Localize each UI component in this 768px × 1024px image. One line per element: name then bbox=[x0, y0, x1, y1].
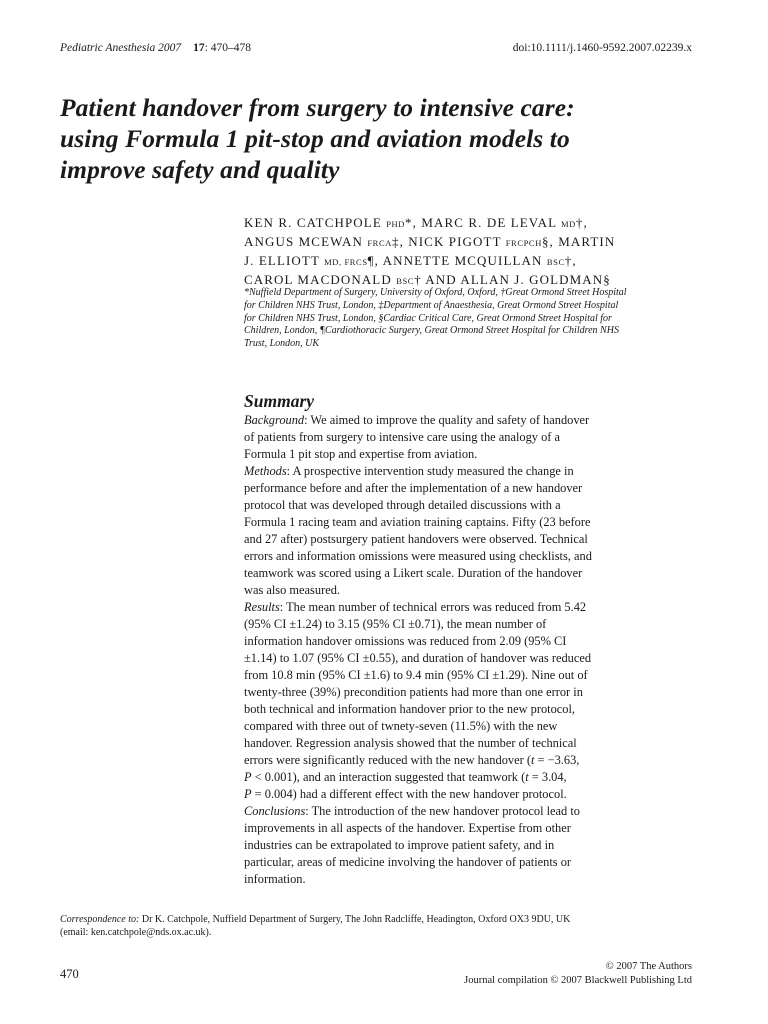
copyright-notice bbox=[464, 960, 692, 987]
summary-text: : The introduction of the new handover protocol lead to bbox=[305, 804, 580, 818]
background-label: Background bbox=[244, 413, 305, 427]
author-name: KEN R. CATCHPOLE bbox=[244, 215, 387, 230]
summary-line: Formula 1 pit stop and expertise from aviation. bbox=[244, 447, 478, 461]
author-degree: BSC bbox=[396, 276, 415, 286]
doi[interactable]: doi:10.1111/j.1460-9592.2007.02239.x bbox=[512, 42, 692, 54]
author-name: ‡, NICK PIGOTT bbox=[391, 234, 506, 249]
summary-line: from 10.8 min (95% CI ±1.6) to 9.4 min (95% CI ±1.29). Nine out of bbox=[244, 668, 588, 682]
summary-line: industries can be extrapolated to improve patient safety, and in bbox=[244, 838, 555, 852]
summary-line: information. bbox=[244, 872, 306, 886]
summary-line: of patients from surgery to intensive care using the analogy of a bbox=[244, 430, 560, 444]
correspondence-address: Dr K. Catchpole, Nuffield Department of Surgery, The John Radcliffe, Headington, Oxford OX3 9DU, UK bbox=[139, 914, 571, 925]
summary-line: performance before and after the implementation of a new handover bbox=[244, 481, 583, 495]
author-name: ¶, ANNETTE MCQUILLAN bbox=[367, 253, 547, 268]
title-line: Patient handover from surgery to intensive care: bbox=[60, 93, 575, 122]
summary-line: information handover omissions was reduced from 2.09 (95% CI bbox=[244, 634, 567, 648]
affiliations bbox=[244, 287, 684, 351]
summary-line bbox=[244, 463, 664, 480]
journal-pages: : 470–478 bbox=[204, 42, 251, 54]
author-name: *, MARC R. DE LEVAL bbox=[405, 215, 562, 230]
summary-line bbox=[244, 752, 664, 769]
affiliation-line: Children, London, ¶Cardiothoracic Surgery, Great Ormond Street Hospital for Children NHS bbox=[244, 325, 619, 337]
title-line: improve safety and quality bbox=[60, 155, 340, 184]
summary-text: < 0.001), and an interaction suggested that teamwork ( bbox=[251, 770, 526, 784]
summary-line: protocol that was developed through detailed discussions with a bbox=[244, 498, 561, 512]
summary-line bbox=[244, 599, 664, 616]
affiliation-line: for Children NHS Trust, London, ‡Department of Anaesthesia, Great Ormond Street Hospital bbox=[244, 299, 619, 311]
summary-line bbox=[244, 803, 664, 820]
author-line bbox=[244, 252, 684, 271]
correspondence-line bbox=[60, 913, 700, 926]
copyright-line: Journal compilation © 2007 Blackwell Publishing Ltd bbox=[464, 974, 692, 986]
conclusions-label: Conclusions bbox=[244, 804, 306, 818]
author-line bbox=[244, 214, 684, 233]
author-name: † AND ALLAN J. GOLDMAN§ bbox=[414, 272, 611, 287]
running-header-citation bbox=[60, 40, 251, 56]
summary-text: = −3.63, bbox=[534, 753, 580, 767]
summary-line: and 27 after) postsurgery patient handovers were observed. Technical bbox=[244, 532, 588, 546]
summary-line: particular, areas of medicine involving the handover of patients or bbox=[244, 855, 572, 869]
summary-line: was also measured. bbox=[244, 583, 340, 597]
correspondence bbox=[60, 913, 700, 939]
affiliation-line: *Nuffield Department of Surgery, University of Oxford, Oxford, †Great Ormond Street Hospital bbox=[244, 287, 627, 298]
summary-line: twenty-three (39%) precondition patients had more than one error in bbox=[244, 685, 583, 699]
author-degree: FRCA bbox=[367, 238, 392, 248]
summary-heading: Summary bbox=[244, 391, 315, 411]
author-name: ANGUS MCEWAN bbox=[244, 234, 368, 249]
summary-line bbox=[244, 769, 664, 786]
summary-text: = 0.004) had a different effect with the new handover protocol. bbox=[251, 787, 567, 801]
journal-volume: 17 bbox=[193, 42, 205, 54]
title-line: using Formula 1 pit-stop and aviation models to bbox=[60, 124, 570, 153]
summary-line: both technical and information handover prior to the new protocol, bbox=[244, 702, 576, 716]
journal-name: Pediatric Anesthesia 2007 bbox=[60, 42, 182, 54]
summary-line: improvements in all aspects of the handover. Expertise from other bbox=[244, 821, 571, 835]
author-degree: MD bbox=[561, 219, 576, 229]
author-degree: PHD bbox=[386, 219, 406, 229]
summary-line: errors and information omissions were measured using checklists, and bbox=[244, 549, 592, 563]
author-name: §, MARTIN bbox=[541, 234, 616, 249]
author-name: J. ELLIOTT bbox=[244, 253, 325, 268]
results-label: Results bbox=[244, 600, 280, 614]
correspondence-email[interactable]: (email: ken.catchpole@nds.ox.ac.uk). bbox=[60, 927, 212, 938]
summary-line bbox=[244, 412, 664, 429]
summary-body bbox=[244, 412, 664, 888]
methods-label: Methods bbox=[244, 464, 287, 478]
summary-line: compared with three out of twnety-seven (11.5%) with the new bbox=[244, 719, 558, 733]
author-mark: †, bbox=[575, 215, 588, 230]
author-mark: †, bbox=[564, 253, 577, 268]
summary-line: (95% CI ±1.24) to 3.15 (95% CI ±0.71), the mean number of bbox=[244, 617, 547, 631]
affiliation-line: Trust, London, UK bbox=[244, 338, 320, 350]
summary-text: : A prospective intervention study measured the change in bbox=[286, 464, 574, 478]
author-degree: BSC bbox=[546, 257, 565, 267]
summary-line: ±1.14) to 1.07 (95% CI ±0.55), and duration of handover was reduced bbox=[244, 651, 592, 665]
author-name: CAROL MACDONALD bbox=[244, 272, 397, 287]
author-degree: FRCPCH bbox=[505, 238, 542, 248]
author-line bbox=[244, 233, 684, 252]
summary-text: errors were significantly reduced with the new handover ( bbox=[244, 753, 531, 767]
author-list bbox=[244, 214, 684, 290]
summary-line: handover. Regression analysis showed that the number of technical bbox=[244, 736, 577, 750]
copyright-line: © 2007 The Authors bbox=[605, 961, 692, 972]
t-statistic-symbol: t bbox=[530, 753, 535, 767]
author-degree: MD, FRCS bbox=[324, 257, 368, 267]
p-value-symbol: P bbox=[244, 787, 252, 801]
summary-line: teamwork was scored using a Likert scale. Duration of the handover bbox=[244, 566, 583, 580]
summary-text: : We aimed to improve the quality and safety of handover bbox=[304, 413, 590, 427]
t-statistic-symbol: t bbox=[525, 770, 529, 784]
summary-text: = 3.04, bbox=[528, 770, 567, 784]
summary-line: Formula 1 racing team and aviation training captains. Fifty (23 before bbox=[244, 515, 591, 529]
summary-text: : The mean number of technical errors was reduced from 5.42 bbox=[279, 600, 587, 614]
p-value-symbol: P bbox=[244, 770, 252, 784]
page-number: 470 bbox=[60, 967, 79, 981]
affiliation-line: for Children NHS Trust, London, §Cardiac Critical Care, Great Ormond Street Hospital for bbox=[244, 312, 612, 324]
article-title bbox=[60, 92, 700, 185]
summary-line bbox=[244, 786, 664, 803]
correspondence-label: Correspondence to: bbox=[60, 914, 140, 925]
